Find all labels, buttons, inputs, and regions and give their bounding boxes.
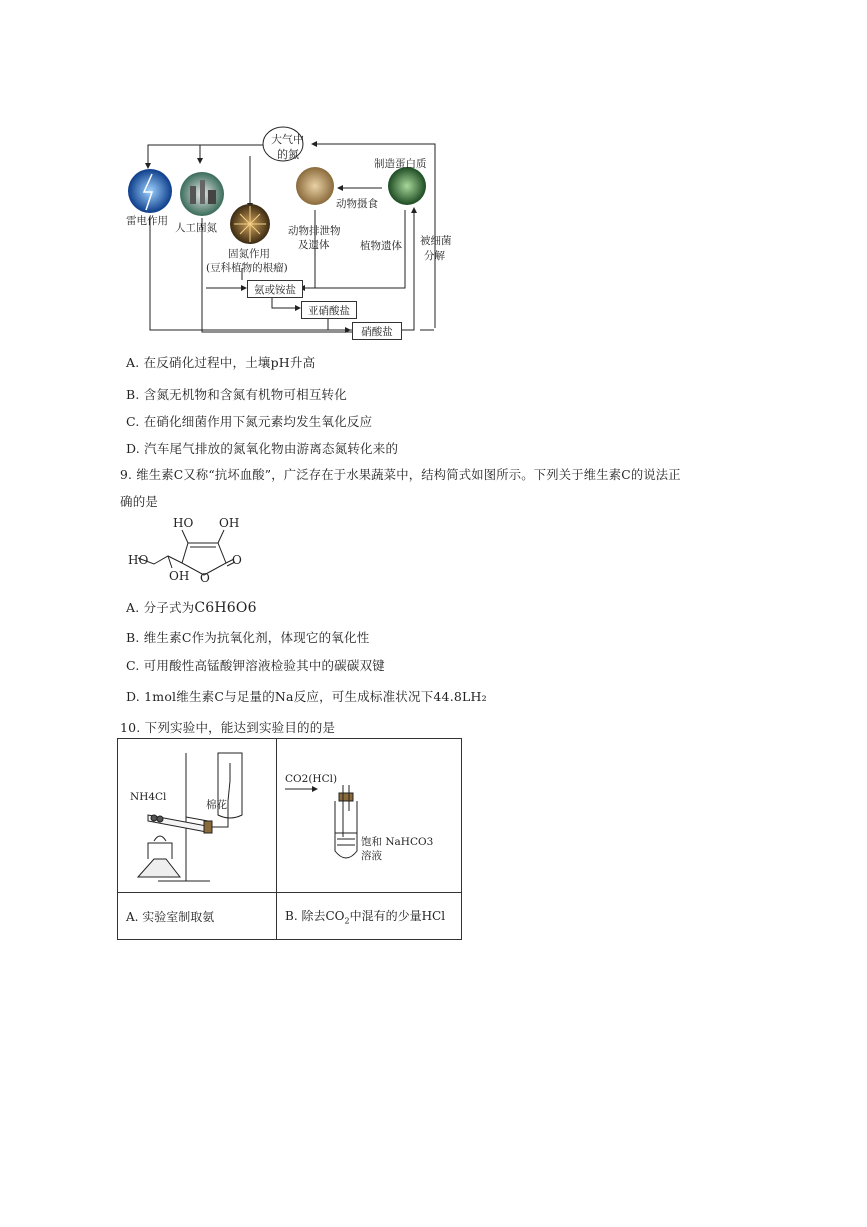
cotton-label: 棉花	[206, 799, 227, 811]
q10-table	[117, 738, 462, 940]
q10-stem: 10. 下列实验中，能达到实验目的的是	[120, 720, 336, 735]
fixation-label-2: (豆科植物的根瘤)	[206, 262, 288, 274]
animal-feeding-label: 动物摄食	[336, 198, 378, 210]
vitc-o-ring: O	[200, 571, 210, 585]
atmosphere-label-2: 的氮	[277, 148, 299, 161]
nh4cl-label: NH4Cl	[130, 791, 167, 803]
gas-wash-diagram	[277, 741, 461, 891]
industrial-label: 人工固氮	[175, 222, 217, 234]
animal-icon	[296, 167, 334, 205]
q8-option-d-text: 汽车尾气排放的氮氧化物由游离态氮转化来的	[144, 441, 399, 456]
q9-option-c: C. 可用酸性高锰酸钾溶液检验其中的碳碳双键	[126, 658, 385, 673]
caption-b: B. 除去$CO_2$中混有的少量HCl	[277, 893, 462, 940]
q8-option-d	[126, 439, 398, 457]
q8-option-a	[126, 353, 315, 371]
q9-option-a-prefix: A. 分子式为	[126, 600, 195, 615]
co2-hcl-label: CO2(HCl)	[285, 773, 338, 785]
q8-option-c-key: C.	[126, 414, 140, 429]
protein-label: 制造蛋白质	[374, 158, 427, 170]
q8-option-d-key: D.	[126, 441, 140, 456]
apparatus-b-cell	[277, 739, 462, 893]
lightning-icon	[128, 169, 172, 213]
vitc-ho-left: HO	[128, 553, 149, 567]
ammonia-box: 氨或铵盐	[247, 280, 303, 298]
fixation-label-1: 固氮作用	[228, 248, 270, 260]
vitc-o-carbonyl: O	[232, 553, 242, 567]
q9-stem-line1: 9. 维生素C又称“抗坏血酸”，广泛存在于水果蔬菜中，结构简式如图所示。下列关于维生素C的说法正	[120, 468, 681, 482]
nahco3-label: 饱和 NaHCO3	[361, 836, 434, 848]
plant-remains-label: 植物遗体	[360, 240, 402, 252]
atmosphere-label-1: 大气中	[271, 133, 304, 146]
lightning-label: 雷电作用	[126, 215, 168, 227]
q8-option-c-text: 在硝化细菌作用下氮元素均发生氧化反应	[143, 414, 373, 429]
plant-icon	[388, 167, 426, 205]
q8-option-a-text: 在反硝化过程中，土壤pH升高	[143, 355, 316, 370]
vitc-ho-top: HO	[173, 516, 194, 530]
q9-option-d: D. 1mol维生素C与足量的Na反应，可生成标准状况下44.8LH₂	[126, 689, 487, 704]
caption-b-pre: B. 除去CO	[285, 908, 345, 923]
animal-excretion-label-1: 动物排泄物	[288, 225, 341, 237]
decomposed-label-2: 分解	[424, 250, 445, 262]
vitc-oh-bottom: OH	[169, 569, 190, 583]
q9-formula: C6H6O6	[194, 600, 257, 616]
caption-a: A. 实验室制取氨	[118, 893, 277, 940]
q8-option-b-text: 含氮无机物和含氮有机物可相互转化	[143, 387, 347, 402]
nitrate-box: 硝酸盐	[352, 322, 402, 340]
q8-option-c	[126, 412, 372, 430]
decomposed-label-1: 被细菌	[420, 235, 452, 247]
caption-b-post: 中混有的少量HCl	[349, 908, 446, 923]
q9-option-a	[126, 598, 257, 616]
nitrite-box: 亚硝酸盐	[301, 301, 357, 319]
solution-label: 溶液	[361, 850, 382, 862]
animal-excretion-label-2: 及遗体	[298, 239, 330, 251]
q8-option-a-key: A.	[126, 355, 140, 370]
apparatus-a-cell	[118, 739, 277, 893]
q8-option-b-key: B.	[126, 387, 140, 402]
q9-option-b: B. 维生素C作为抗氧化剂，体现它的氧化性	[126, 630, 370, 645]
vitc-oh-top: OH	[219, 516, 240, 530]
ammonia-apparatus-diagram	[118, 741, 276, 891]
q9-stem-line2: 确的是	[120, 494, 159, 509]
q8-option-b	[126, 385, 347, 403]
